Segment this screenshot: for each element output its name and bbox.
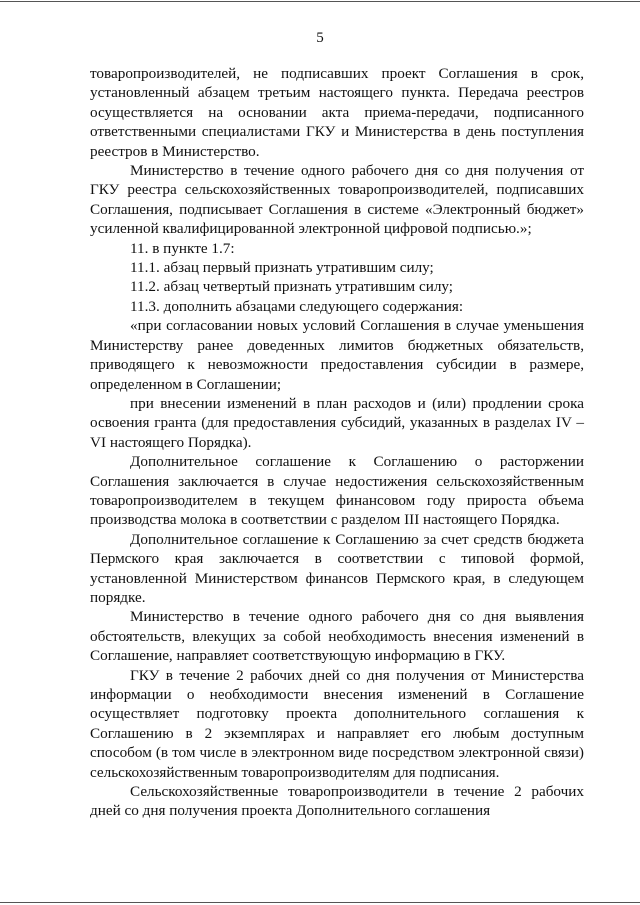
- top-scan-edge: [0, 1, 640, 2]
- paragraph-7: «при согласовании новых условий Соглашения в случае уменьшения Министерству ранее доведенных лимитов бюджетных обязательств, приводящего к невозможности предоставления субсидии в размере, определенном в Соглашении;: [90, 317, 584, 393]
- document-body: [90, 64, 584, 821]
- paragraph-11: Министерство в течение одного рабочего дня со дня выявления обстоятельств, влекущих за собой необходимость внесения изменений в Соглашение, направляет соответствующую информацию в ГКУ.: [90, 608, 584, 665]
- page-number: 5: [316, 30, 324, 46]
- paragraph-12: ГКУ в течение 2 рабочих дней со дня получения от Министерства информации о необходимости внесения изменений в Соглашение осуществляет подготовку проекта дополнительного соглашения к Соглашению в 2 экземплярах и направляет его любым доступным способом (в том числе в электронном виде посредством электронной связи) сельскохозяйственным товаропроизводителям для подписания.: [90, 666, 584, 781]
- paragraph-2: Министерство в течение одного рабочего дня со дня получения от ГКУ реестра сельскохозяйственных товаропроизводителей, подписавших Соглашения, подписывает Соглашения в системе «Электронный бюджет» усиленной квалифицированной электронной цифровой подписью.»;: [90, 162, 584, 238]
- paragraph-8: при внесении изменений в план расходов и (или) продлении срока освоения гранта (для предоставления субсидий, указанных в разделах IV – VI настоящего Порядка).: [90, 394, 584, 451]
- paragraph-9: Дополнительное соглашение к Соглашению о расторжении Соглашения заключается в случае недостижения сельскохозяйственным товаропроизводителем в текущем финансовом году прироста объема производства молока в соответствии с разделом III настоящего Порядка.: [90, 453, 584, 529]
- paragraph-1: товаропроизводителей, не подписавших проект Соглашения в срок, установленный абзацем третьим настоящего пункта. Передача реестров осуществляется на основании акта приема-передачи, подписанного ответственными специалистами ГКУ и Министерства в день поступления реестров в Министерство.: [90, 65, 584, 160]
- paragraph-4: 11.1. абзац первый признать утратившим силу;: [130, 259, 434, 277]
- bottom-scan-edge: [0, 902, 640, 903]
- paragraph-5: 11.2. абзац четвертый признать утратившим силу;: [130, 278, 454, 296]
- paragraph-10: Дополнительное соглашение к Соглашению за счет средств бюджета Пермского края заключается в соответствии с типовой формой, установленной Министерством финансов Пермского края, в следующем порядке.: [90, 530, 584, 606]
- paragraph-6: 11.3. дополнить абзацами следующего содержания:: [130, 297, 464, 315]
- paragraph-13: Сельскохозяйственные товаропроизводители в течение 2 рабочих дней со дня получения проекта Дополнительного соглашения: [90, 783, 584, 820]
- paragraph-3: 11. в пункте 1.7:: [130, 239, 235, 257]
